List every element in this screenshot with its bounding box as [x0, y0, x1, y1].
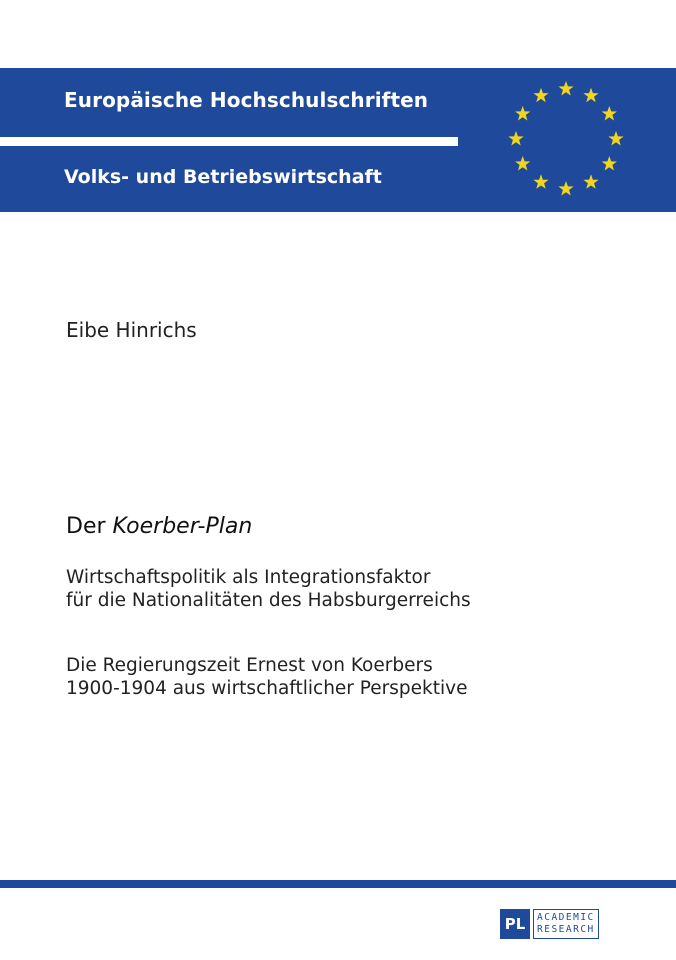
- publisher-name-line: ACADEMIC: [537, 912, 595, 923]
- publisher-name: [533, 909, 599, 939]
- book-subtitle: [66, 566, 471, 612]
- series-title: Europäische Hochschulschriften: [64, 88, 429, 112]
- author-name: Eibe Hinrichs: [66, 318, 197, 342]
- eu-stars-icon: [500, 78, 632, 202]
- subtitle-line: 1900-1904 aus wirtschaftlicher Perspektive: [66, 678, 468, 699]
- subtitle-line: Wirtschaftspolitik als Integrationsfaktor: [66, 567, 431, 588]
- star-icon: [508, 131, 523, 146]
- star-icon: [533, 88, 548, 103]
- series-divider: [0, 137, 458, 146]
- star-icon: [602, 156, 617, 171]
- star-icon: [608, 131, 623, 146]
- publisher-mark: PL: [500, 909, 530, 939]
- star-icon: [515, 106, 530, 121]
- book-title-prefix: Der: [66, 514, 113, 539]
- publisher-logo: [500, 909, 599, 939]
- series-subtitle: Volks- und Betriebswirtschaft: [64, 166, 382, 188]
- footer-divider: [0, 880, 676, 888]
- book-subtitle-2: [66, 654, 467, 700]
- star-icon: [515, 156, 530, 171]
- book-title-emphasis: Koerber-Plan: [112, 514, 253, 539]
- subtitle-line: für die Nationalitäten des Habsburgerreichs: [66, 590, 471, 611]
- star-icon: [558, 81, 573, 96]
- star-icon: [583, 174, 598, 189]
- star-icon: [533, 174, 548, 189]
- star-icon: [583, 88, 598, 103]
- star-icon: [558, 181, 573, 196]
- star-icon: [602, 106, 617, 121]
- book-title: [66, 514, 252, 539]
- publisher-name-line: RESEARCH: [537, 924, 595, 935]
- subtitle-line: Die Regierungszeit Ernest von Koerbers: [66, 655, 433, 676]
